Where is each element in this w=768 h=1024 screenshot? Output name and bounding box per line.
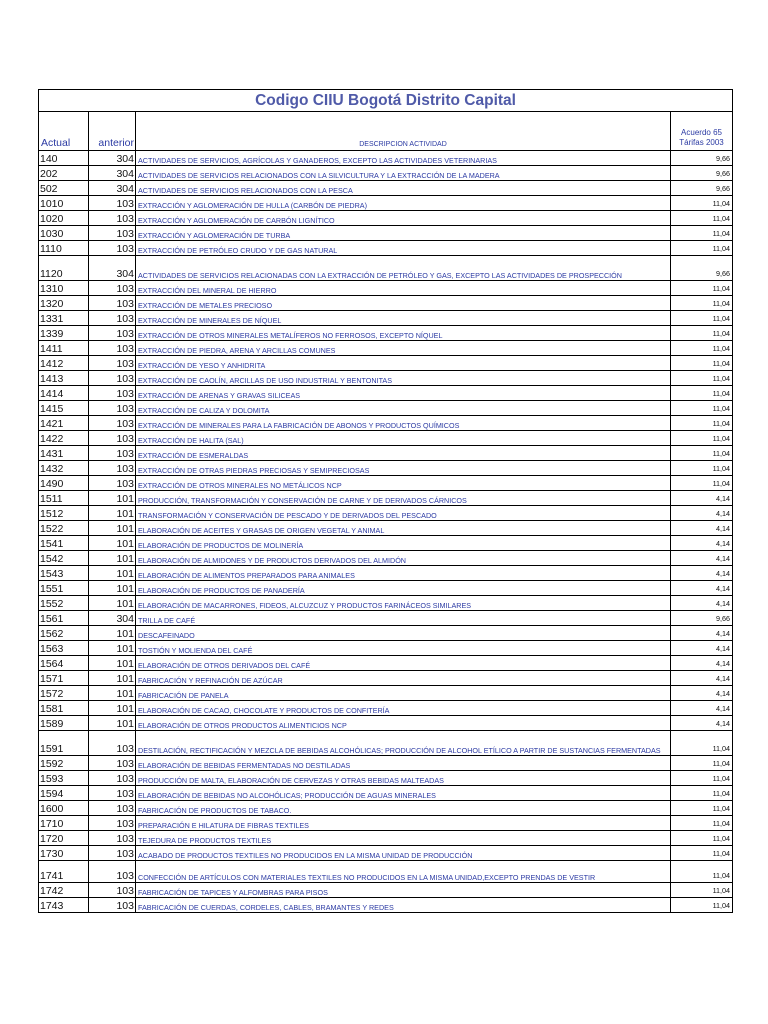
cell-descripcion: TRANSFORMACIÓN Y CONSERVACIÓN DE PESCADO Y DE DERIVADOS DEL PESCADO — [136, 506, 671, 521]
cell-anterior: 103 — [89, 883, 136, 898]
cell-actual: 1592 — [39, 756, 89, 771]
cell-tarifa: 4,14 — [671, 596, 733, 611]
header-descripcion: DESCRIPCION ACTIVIDAD — [136, 112, 671, 151]
table-row — [39, 386, 733, 401]
cell-descripcion: DESCAFEINADO — [136, 626, 671, 641]
cell-descripcion: EXTRACCIÓN DE ESMERALDAS — [136, 446, 671, 461]
cell-descripcion: TEJEDURA DE PRODUCTOS TEXTILES — [136, 831, 671, 846]
cell-anterior: 101 — [89, 626, 136, 641]
cell-anterior: 304 — [89, 181, 136, 196]
cell-actual: 1600 — [39, 801, 89, 816]
cell-tarifa: 11,04 — [671, 476, 733, 491]
cell-tarifa: 11,04 — [671, 226, 733, 241]
cell-actual: 1421 — [39, 416, 89, 431]
cell-tarifa: 11,04 — [671, 341, 733, 356]
cell-tarifa: 11,04 — [671, 786, 733, 801]
table-row — [39, 551, 733, 566]
cell-actual: 1543 — [39, 566, 89, 581]
cell-actual: 1594 — [39, 786, 89, 801]
cell-actual: 1414 — [39, 386, 89, 401]
cell-descripcion: TOSTIÓN Y MOLIENDA DEL CAFÉ — [136, 641, 671, 656]
cell-tarifa: 4,14 — [671, 491, 733, 506]
table-row — [39, 211, 733, 226]
cell-tarifa: 4,14 — [671, 626, 733, 641]
table-row — [39, 596, 733, 611]
cell-actual: 1742 — [39, 883, 89, 898]
cell-tarifa: 11,04 — [671, 831, 733, 846]
cell-tarifa: 4,14 — [671, 536, 733, 551]
table-row — [39, 671, 733, 686]
cell-tarifa: 4,14 — [671, 551, 733, 566]
table-row — [39, 786, 733, 801]
cell-anterior: 304 — [89, 151, 136, 166]
cell-tarifa: 4,14 — [671, 506, 733, 521]
cell-descripcion: ELABORACIÓN DE OTROS PRODUCTOS ALIMENTICIOS NCP — [136, 716, 671, 731]
cell-actual: 1431 — [39, 446, 89, 461]
cell-anterior: 103 — [89, 371, 136, 386]
cell-descripcion: EXTRACCIÓN DEL MINERAL DE HIERRO — [136, 281, 671, 296]
cell-actual: 1541 — [39, 536, 89, 551]
cell-descripcion: EXTRACCIÓN DE PIEDRA, ARENA Y ARCILLAS COMUNES — [136, 341, 671, 356]
cell-anterior: 304 — [89, 256, 136, 281]
cell-descripcion: EXTRACCIÓN DE MINERALES PARA LA FABRICACIÓN DE ABONOS Y PRODUCTOS QUÍMICOS — [136, 416, 671, 431]
cell-anterior: 103 — [89, 356, 136, 371]
cell-tarifa: 11,04 — [671, 898, 733, 913]
cell-tarifa: 9,66 — [671, 611, 733, 626]
table-row — [39, 281, 733, 296]
cell-tarifa: 9,66 — [671, 166, 733, 181]
cell-descripcion: ELABORACIÓN DE OTROS DERIVADOS DEL CAFÉ — [136, 656, 671, 671]
cell-tarifa: 11,04 — [671, 883, 733, 898]
cell-anterior: 101 — [89, 521, 136, 536]
cell-actual: 1339 — [39, 326, 89, 341]
table-row — [39, 566, 733, 581]
cell-actual: 1512 — [39, 506, 89, 521]
cell-descripcion: ELABORACIÓN DE ALMIDONES Y DE PRODUCTOS DERIVADOS DEL ALMIDÓN — [136, 551, 671, 566]
cell-actual: 1522 — [39, 521, 89, 536]
header-actual: Actual — [39, 112, 89, 151]
cell-anterior: 103 — [89, 401, 136, 416]
cell-tarifa: 11,04 — [671, 461, 733, 476]
cell-descripcion: EXTRACCIÓN DE METALES PRECIOSO — [136, 296, 671, 311]
table-row — [39, 356, 733, 371]
cell-descripcion: EXTRACCIÓN Y AGLOMERACIÓN DE HULLA (CARBÓN DE PIEDRA) — [136, 196, 671, 211]
cell-tarifa: 4,14 — [671, 581, 733, 596]
cell-anterior: 103 — [89, 786, 136, 801]
cell-anterior: 103 — [89, 211, 136, 226]
cell-anterior: 304 — [89, 166, 136, 181]
cell-anterior: 103 — [89, 431, 136, 446]
cell-actual: 1110 — [39, 241, 89, 256]
cell-tarifa: 11,04 — [671, 861, 733, 883]
cell-actual: 1030 — [39, 226, 89, 241]
cell-anterior: 103 — [89, 801, 136, 816]
table-row — [39, 731, 733, 756]
cell-descripcion: EXTRACCIÓN DE CALIZA Y DOLOMITA — [136, 401, 671, 416]
cell-descripcion: CONFECCIÓN DE ARTÍCULOS CON MATERIALES TEXTILES NO PRODUCIDOS EN LA MISMA UNIDAD,EXCEPTO PRENDAS DE VESTIR — [136, 861, 671, 883]
table-row — [39, 686, 733, 701]
cell-anterior: 103 — [89, 831, 136, 846]
cell-descripcion: DESTILACIÓN, RECTIFICACIÓN Y MEZCLA DE BEBIDAS ALCOHÓLICAS; PRODUCCIÓN DE ALCOHOL ETÍLICO A PARTIR DE SUSTANCIAS FERMENTADAS — [136, 731, 671, 756]
cell-tarifa: 11,04 — [671, 356, 733, 371]
cell-descripcion: FABRICACIÓN DE PANELA — [136, 686, 671, 701]
table-row — [39, 626, 733, 641]
cell-anterior: 103 — [89, 461, 136, 476]
cell-descripcion: ELABORACIÓN DE ALIMENTOS PREPARADOS PARA ANIMALES — [136, 566, 671, 581]
cell-actual: 1593 — [39, 771, 89, 786]
cell-tarifa: 11,04 — [671, 401, 733, 416]
cell-descripcion: EXTRACCIÓN DE OTROS MINERALES METALÍFEROS NO FERROSOS, EXCEPTO NÍQUEL — [136, 326, 671, 341]
cell-tarifa: 4,14 — [671, 701, 733, 716]
cell-anterior: 103 — [89, 386, 136, 401]
cell-tarifa: 11,04 — [671, 816, 733, 831]
cell-descripcion: EXTRACCIÓN DE ARENAS Y GRAVAS SILICEAS — [136, 386, 671, 401]
cell-tarifa: 11,04 — [671, 771, 733, 786]
cell-anterior: 101 — [89, 641, 136, 656]
header-tarifa — [671, 112, 733, 151]
cell-descripcion: FABRICACIÓN Y REFINACIÓN DE AZÚCAR — [136, 671, 671, 686]
cell-actual: 1415 — [39, 401, 89, 416]
cell-anterior: 103 — [89, 476, 136, 491]
cell-descripcion: PREPARACIÓN E HILATURA DE FIBRAS TEXTILES — [136, 816, 671, 831]
cell-descripcion: ELABORACIÓN DE BEBIDAS FERMENTADAS NO DESTILADAS — [136, 756, 671, 771]
cell-descripcion: EXTRACCIÓN DE PETRÓLEO CRUDO Y DE GAS NATURAL — [136, 241, 671, 256]
cell-descripcion: PRODUCCIÓN, TRANSFORMACIÓN Y CONSERVACIÓN DE CARNE Y DE DERIVADOS CÁRNICOS — [136, 491, 671, 506]
table-row — [39, 326, 733, 341]
cell-actual: 1743 — [39, 898, 89, 913]
cell-tarifa: 11,04 — [671, 446, 733, 461]
cell-anterior: 103 — [89, 226, 136, 241]
table-row — [39, 701, 733, 716]
cell-descripcion: ELABORACIÓN DE ACEITES Y GRASAS DE ORIGEN VEGETAL Y ANIMAL — [136, 521, 671, 536]
table-row — [39, 883, 733, 898]
cell-actual: 1581 — [39, 701, 89, 716]
cell-actual: 1511 — [39, 491, 89, 506]
cell-actual: 1120 — [39, 256, 89, 281]
cell-descripcion: ELABORACIÓN DE PRODUCTOS DE MOLINERÍA — [136, 536, 671, 551]
header-row — [39, 112, 733, 151]
cell-descripcion: ELABORACIÓN DE PRODUCTOS DE PANADERÍA — [136, 581, 671, 596]
cell-actual: 1020 — [39, 211, 89, 226]
cell-actual: 1563 — [39, 641, 89, 656]
cell-descripcion: ACABADO DE PRODUCTOS TEXTILES NO PRODUCIDOS EN LA MISMA UNIDAD DE PRODUCCIÓN — [136, 846, 671, 861]
cell-actual: 1320 — [39, 296, 89, 311]
cell-actual: 1564 — [39, 656, 89, 671]
cell-descripcion: FABRICACIÓN DE TAPICES Y ALFOMBRAS PARA PISOS — [136, 883, 671, 898]
cell-actual: 1490 — [39, 476, 89, 491]
table-row — [39, 311, 733, 326]
table-row — [39, 371, 733, 386]
table-row — [39, 581, 733, 596]
cell-anterior: 103 — [89, 281, 136, 296]
cell-anterior: 101 — [89, 536, 136, 551]
table-row — [39, 401, 733, 416]
cell-anterior: 103 — [89, 416, 136, 431]
cell-anterior: 304 — [89, 611, 136, 626]
header-tarifa-line1: Acuerdo 65 — [681, 128, 722, 137]
cell-tarifa: 11,04 — [671, 326, 733, 341]
cell-descripcion: ACTIVIDADES DE SERVICIOS RELACIONADAS CON LA EXTRACCIÓN DE PETRÓLEO Y GAS, EXCEPTO LAS ACTIVIDADES DE PROSPECCIÓN — [136, 256, 671, 281]
cell-tarifa: 4,14 — [671, 671, 733, 686]
table-row — [39, 446, 733, 461]
cell-descripcion: ACTIVIDADES DE SERVICIOS RELACIONADOS CON LA SILVICULTURA Y LA EXTRACCIÓN DE LA MADERA — [136, 166, 671, 181]
table-row — [39, 461, 733, 476]
header-tarifa-line2: Tárifas 2003 — [679, 138, 724, 147]
table-row — [39, 831, 733, 846]
cell-tarifa: 11,04 — [671, 731, 733, 756]
cell-anterior: 103 — [89, 816, 136, 831]
cell-descripcion: FABRICACIÓN DE PRODUCTOS DE TABACO. — [136, 801, 671, 816]
cell-descripcion: EXTRACCIÓN DE OTROS MINERALES NO METÁLICOS NCP — [136, 476, 671, 491]
table-row — [39, 801, 733, 816]
table-row — [39, 181, 733, 196]
table-row — [39, 861, 733, 883]
cell-descripcion: EXTRACCIÓN DE MINERALES DE NÍQUEL — [136, 311, 671, 326]
table-row — [39, 536, 733, 551]
cell-descripcion: EXTRACCIÓN Y AGLOMERACIÓN DE CARBÓN LIGNÍTICO — [136, 211, 671, 226]
table-row — [39, 491, 733, 506]
cell-tarifa: 11,04 — [671, 371, 733, 386]
cell-anterior: 103 — [89, 861, 136, 883]
table-row — [39, 521, 733, 536]
cell-descripcion: ACTIVIDADES DE SERVICIOS, AGRÍCOLAS Y GANADEROS, EXCEPTO LAS ACTIVIDADES VETERINARIAS — [136, 151, 671, 166]
cell-actual: 1562 — [39, 626, 89, 641]
cell-tarifa: 11,04 — [671, 846, 733, 861]
cell-actual: 1331 — [39, 311, 89, 326]
cell-tarifa: 4,14 — [671, 641, 733, 656]
table-row — [39, 846, 733, 861]
cell-anterior: 103 — [89, 731, 136, 756]
table-row — [39, 256, 733, 281]
table-row — [39, 341, 733, 356]
cell-actual: 1720 — [39, 831, 89, 846]
cell-actual: 1411 — [39, 341, 89, 356]
cell-actual: 1551 — [39, 581, 89, 596]
cell-actual: 1572 — [39, 686, 89, 701]
title-row — [39, 90, 733, 112]
table-row — [39, 641, 733, 656]
cell-anterior: 101 — [89, 596, 136, 611]
cell-descripcion: TRILLA DE CAFÉ — [136, 611, 671, 626]
cell-anterior: 103 — [89, 341, 136, 356]
cell-anterior: 101 — [89, 686, 136, 701]
cell-actual: 1432 — [39, 461, 89, 476]
table-row — [39, 656, 733, 671]
cell-tarifa: 11,04 — [671, 241, 733, 256]
cell-anterior: 103 — [89, 196, 136, 211]
cell-actual: 1412 — [39, 356, 89, 371]
cell-anterior: 101 — [89, 701, 136, 716]
cell-actual: 1730 — [39, 846, 89, 861]
cell-tarifa: 11,04 — [671, 211, 733, 226]
cell-tarifa: 4,14 — [671, 656, 733, 671]
cell-tarifa: 9,66 — [671, 181, 733, 196]
cell-descripcion: FABRICACIÓN DE CUERDAS, CORDELES, CABLES, BRAMANTES Y REDES — [136, 898, 671, 913]
cell-anterior: 101 — [89, 551, 136, 566]
cell-actual: 1589 — [39, 716, 89, 731]
cell-actual: 1561 — [39, 611, 89, 626]
table-row — [39, 431, 733, 446]
cell-actual: 1571 — [39, 671, 89, 686]
cell-descripcion: ACTIVIDADES DE SERVICIOS RELACIONADOS CON LA PESCA — [136, 181, 671, 196]
ciiu-table — [38, 89, 733, 913]
page-title: Codigo CIIU Bogotá Distrito Capital — [39, 90, 733, 112]
table-row — [39, 716, 733, 731]
cell-tarifa: 11,04 — [671, 416, 733, 431]
cell-descripcion: EXTRACCIÓN DE YESO Y ANHIDRITA — [136, 356, 671, 371]
cell-descripcion: ELABORACIÓN DE BEBIDAS NO ALCOHÓLICAS; PRODUCCIÓN DE AGUAS MINERALES — [136, 786, 671, 801]
table-row — [39, 296, 733, 311]
cell-tarifa: 4,14 — [671, 521, 733, 536]
cell-actual: 140 — [39, 151, 89, 166]
cell-actual: 1010 — [39, 196, 89, 211]
cell-anterior: 103 — [89, 898, 136, 913]
cell-actual: 1422 — [39, 431, 89, 446]
cell-tarifa: 11,04 — [671, 431, 733, 446]
cell-anterior: 103 — [89, 326, 136, 341]
cell-tarifa: 4,14 — [671, 716, 733, 731]
cell-tarifa: 11,04 — [671, 281, 733, 296]
table-row — [39, 611, 733, 626]
cell-tarifa: 9,66 — [671, 151, 733, 166]
cell-actual: 502 — [39, 181, 89, 196]
cell-descripcion: EXTRACCIÓN DE OTRAS PIEDRAS PRECIOSAS Y SEMIPRECIOSAS — [136, 461, 671, 476]
cell-tarifa: 11,04 — [671, 296, 733, 311]
cell-anterior: 101 — [89, 581, 136, 596]
cell-tarifa: 9,66 — [671, 256, 733, 281]
cell-anterior: 101 — [89, 506, 136, 521]
cell-actual: 1310 — [39, 281, 89, 296]
table-row — [39, 196, 733, 211]
table-row — [39, 226, 733, 241]
cell-actual: 1413 — [39, 371, 89, 386]
table-row — [39, 756, 733, 771]
cell-anterior: 103 — [89, 771, 136, 786]
cell-anterior: 101 — [89, 656, 136, 671]
cell-actual: 1741 — [39, 861, 89, 883]
cell-tarifa: 4,14 — [671, 566, 733, 581]
header-anterior: anterior — [89, 112, 136, 151]
cell-anterior: 103 — [89, 311, 136, 326]
cell-descripcion: EXTRACCIÓN Y AGLOMERACIÓN DE TURBA — [136, 226, 671, 241]
cell-anterior: 101 — [89, 566, 136, 581]
table-row — [39, 416, 733, 431]
cell-tarifa: 4,14 — [671, 686, 733, 701]
cell-tarifa: 11,04 — [671, 756, 733, 771]
cell-descripcion: EXTRACCIÓN DE CAOLÍN, ARCILLAS DE USO INDUSTRIAL Y BENTONITAS — [136, 371, 671, 386]
cell-actual: 1552 — [39, 596, 89, 611]
cell-anterior: 101 — [89, 716, 136, 731]
table-row — [39, 898, 733, 913]
cell-tarifa: 11,04 — [671, 801, 733, 816]
cell-descripcion: ELABORACIÓN DE MACARRONES, FIDEOS, ALCUZCUZ Y PRODUCTOS FARINÁCEOS SIMILARES — [136, 596, 671, 611]
cell-tarifa: 11,04 — [671, 311, 733, 326]
table-row — [39, 241, 733, 256]
cell-anterior: 103 — [89, 241, 136, 256]
cell-actual: 1591 — [39, 731, 89, 756]
cell-tarifa: 11,04 — [671, 196, 733, 211]
table-row — [39, 771, 733, 786]
cell-anterior: 103 — [89, 756, 136, 771]
cell-anterior: 101 — [89, 671, 136, 686]
cell-anterior: 103 — [89, 446, 136, 461]
cell-anterior: 103 — [89, 846, 136, 861]
cell-descripcion: ELABORACIÓN DE CACAO, CHOCOLATE Y PRODUCTOS DE CONFITERÍA — [136, 701, 671, 716]
table-row — [39, 506, 733, 521]
table-row — [39, 151, 733, 166]
cell-actual: 202 — [39, 166, 89, 181]
cell-anterior: 103 — [89, 296, 136, 311]
table-row — [39, 166, 733, 181]
cell-actual: 1710 — [39, 816, 89, 831]
cell-descripcion: EXTRACCIÓN DE HALITA (SAL) — [136, 431, 671, 446]
table-row — [39, 816, 733, 831]
table-row — [39, 476, 733, 491]
cell-actual: 1542 — [39, 551, 89, 566]
cell-anterior: 101 — [89, 491, 136, 506]
cell-tarifa: 11,04 — [671, 386, 733, 401]
cell-descripcion: PRODUCCIÓN DE MALTA, ELABORACIÓN DE CERVEZAS Y OTRAS BEBIDAS MALTEADAS — [136, 771, 671, 786]
